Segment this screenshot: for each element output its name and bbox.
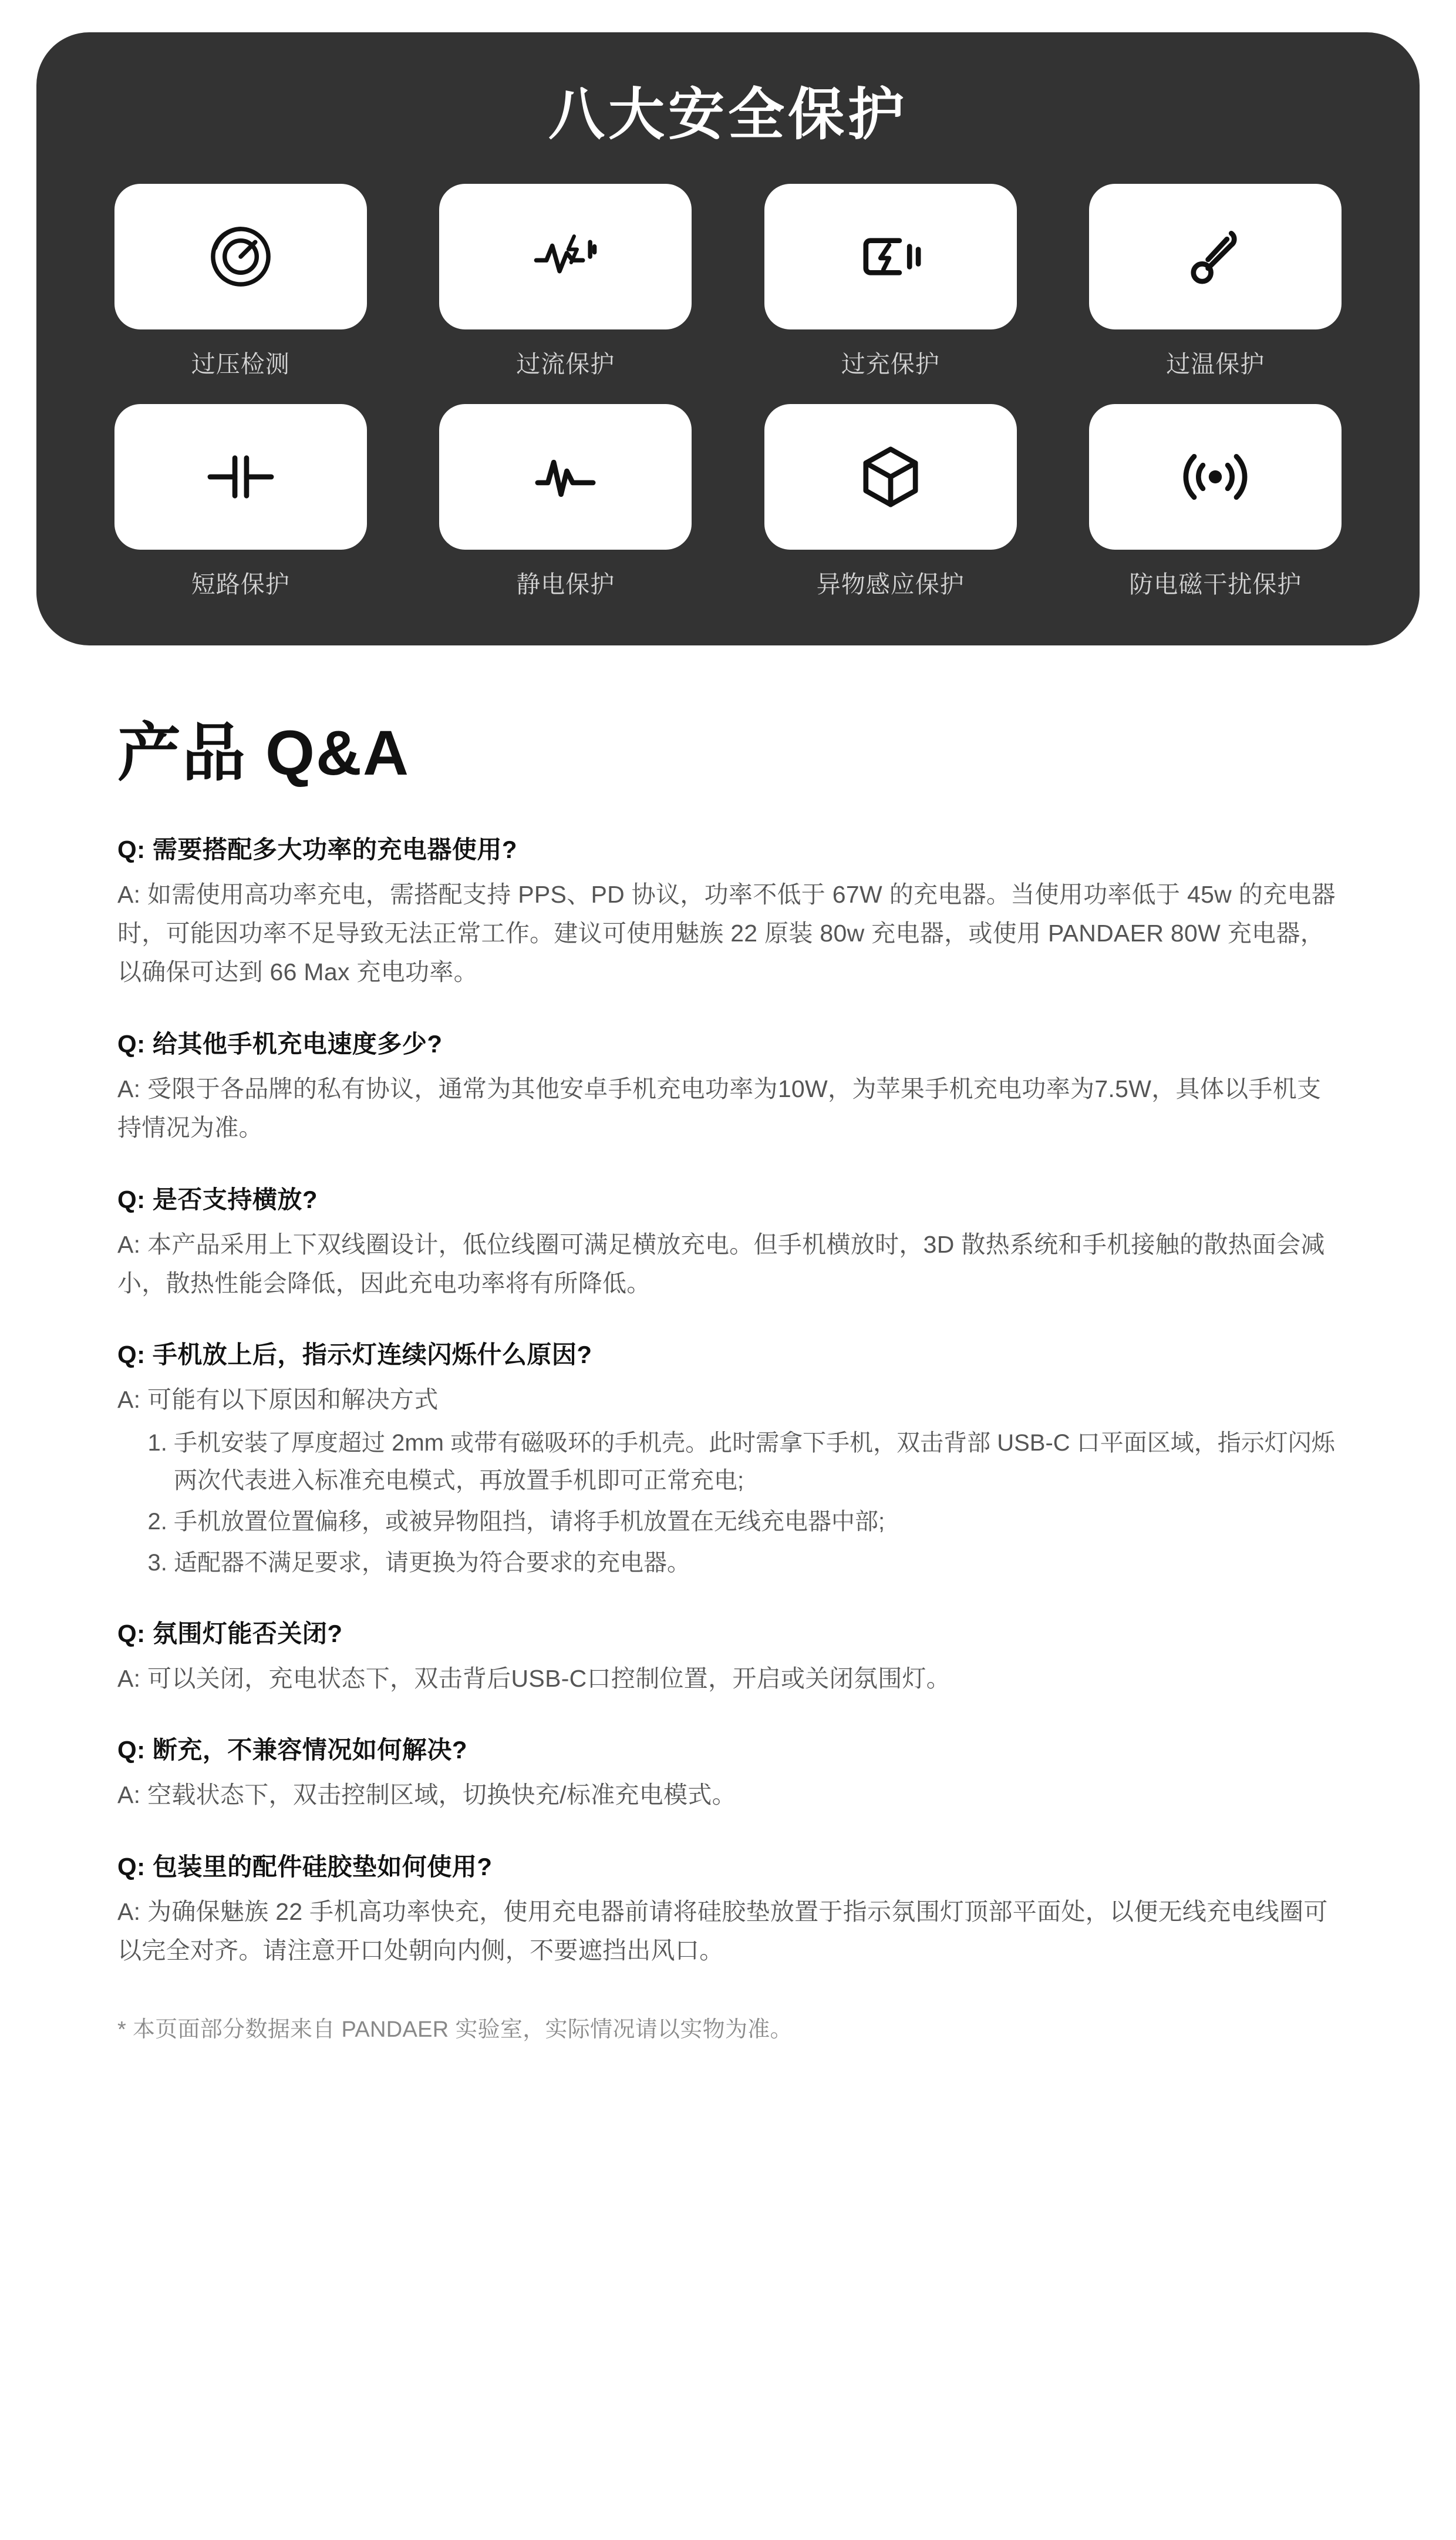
qa-section <box>0 645 1456 2044</box>
thermometer-icon <box>1179 220 1252 293</box>
battery-charge-icon <box>854 220 927 293</box>
footnote: * 本页面部分数据来自 PANDAER 实验室，实际情况请以实物为准。 <box>117 2017 793 2043</box>
current-wave-icon <box>529 220 602 293</box>
qa-question: Q: 包装里的配件硅胶垫如何使用? <box>117 1852 493 1880</box>
protection-item-label: 过充保护 <box>841 350 940 378</box>
protection-icon-box <box>764 184 1017 329</box>
qa-question: Q: 手机放上后，指示灯连续闪烁什么原因? <box>117 1341 592 1369</box>
gauge-icon <box>204 220 277 293</box>
protection-item-label: 防电磁干扰保护 <box>1129 570 1302 598</box>
qa-item <box>117 1335 1339 1581</box>
protection-icon-box <box>764 404 1017 550</box>
qa-question: Q: 是否支持横放? <box>117 1185 318 1213</box>
qa-answer-list-item: 1. 手机安装了厚度超过 2mm 或带有磁吸环的手机壳。此时需拿下手机，双击背部 USB-C 口平面区域，指示灯闪烁两次代表进入标准充电模式，再放置手机即可正常充电; <box>174 1424 1339 1499</box>
qa-answer-list-item: 3. 适配器不满足要求，请更换为符合要求的充电器。 <box>174 1544 1339 1582</box>
qa-answer: A: 本产品采用上下双线圈设计，低位线圈可满足横放充电。但手机横放时，3D 散热系统和手机接触的散热面会减小，散热性能会降低，因此充电功率将有所降低。 <box>117 1230 1325 1297</box>
qa-answer: A: 可能有以下原因和解决方式 <box>117 1386 439 1414</box>
protection-item <box>90 404 391 600</box>
protection-grid <box>72 184 1384 600</box>
qa-item <box>117 1848 1339 1970</box>
qa-question: Q: 给其他手机充电速度多少? <box>117 1030 443 1058</box>
qa-answer-list-item: 2. 手机放置位置偏移，或被异物阻挡，请将手机放置在无线充电器中部; <box>174 1503 1339 1540</box>
qa-heading-en: Q&A <box>265 716 410 788</box>
protection-item <box>740 184 1041 379</box>
product-detail-page <box>0 32 1456 2540</box>
protection-icon-box <box>1089 184 1342 329</box>
qa-heading <box>117 702 1339 793</box>
protection-icon-box <box>439 404 692 550</box>
qa-answer: A: 空载状态下，双击控制区域，切换快充/标准充电模式。 <box>117 1781 736 1809</box>
protection-item-label: 过温保护 <box>1166 350 1265 378</box>
qa-item <box>117 1614 1339 1698</box>
protection-item-label: 静电保护 <box>516 570 615 598</box>
cube-icon <box>854 440 927 513</box>
capacitor-icon <box>204 440 277 513</box>
qa-answer: A: 受限于各品牌的私有协议，通常为其他安卓手机充电功率为10W，为苹果手机充电功率为7.5W，具体以手机支持情况为准。 <box>117 1075 1322 1142</box>
protection-item <box>740 404 1041 600</box>
qa-heading-cn: 产品 <box>117 716 247 788</box>
protection-icon-box <box>439 184 692 329</box>
qa-answer: A: 为确保魅族 22 手机高功率快充，使用充电器前请将硅胶垫放置于指示氛围灯顶部平面处，以便无线充电线圈可以完全对齐。请注意开口处朝向内侧，不要遮挡出风口。 <box>117 1898 1328 1964</box>
protection-item <box>1066 184 1366 379</box>
qa-item <box>117 830 1339 992</box>
qa-answer: A: 如需使用高功率充电，需搭配支持 PPS、PD 协议，功率不低于 67W 的充电器。当使用功率低于 45w 的充电器时，可能因功率不足导致无法正常工作。建议可使用魅族 22 原装 80w 充电器，或使用 PANDAER 80W 充电器，以确保可达到 66 Max 充电功率。 <box>117 880 1336 986</box>
signal-waves-icon <box>1179 440 1252 513</box>
protection-icon-box <box>114 404 367 550</box>
qa-item <box>117 1731 1339 1814</box>
protection-item-label: 短路保护 <box>191 570 290 598</box>
protection-item <box>416 404 716 600</box>
static-wave-icon <box>529 440 602 513</box>
qa-question: Q: 氛围灯能否关闭? <box>117 1619 343 1647</box>
qa-item <box>117 1025 1339 1148</box>
protection-item <box>1066 404 1366 600</box>
protection-item <box>416 184 716 379</box>
qa-answer: A: 可以关闭，充电状态下，双击背后USB-C口控制位置，开启或关闭氛围灯。 <box>117 1664 951 1692</box>
qa-question: Q: 需要搭配多大功率的充电器使用? <box>117 835 517 863</box>
protection-title: 八大安全保护 <box>548 83 908 146</box>
safety-protection-panel <box>36 32 1420 645</box>
protection-item-label: 异物感应保护 <box>816 570 965 598</box>
protection-item <box>90 184 391 379</box>
protection-icon-box <box>114 184 367 329</box>
qa-item <box>117 1180 1339 1303</box>
qa-answer-list <box>117 1424 1339 1582</box>
protection-item-label: 过流保护 <box>516 350 615 378</box>
protection-item-label: 过压检测 <box>191 350 290 378</box>
qa-question: Q: 断充，不兼容情况如何解决? <box>117 1736 467 1764</box>
protection-icon-box <box>1089 404 1342 550</box>
